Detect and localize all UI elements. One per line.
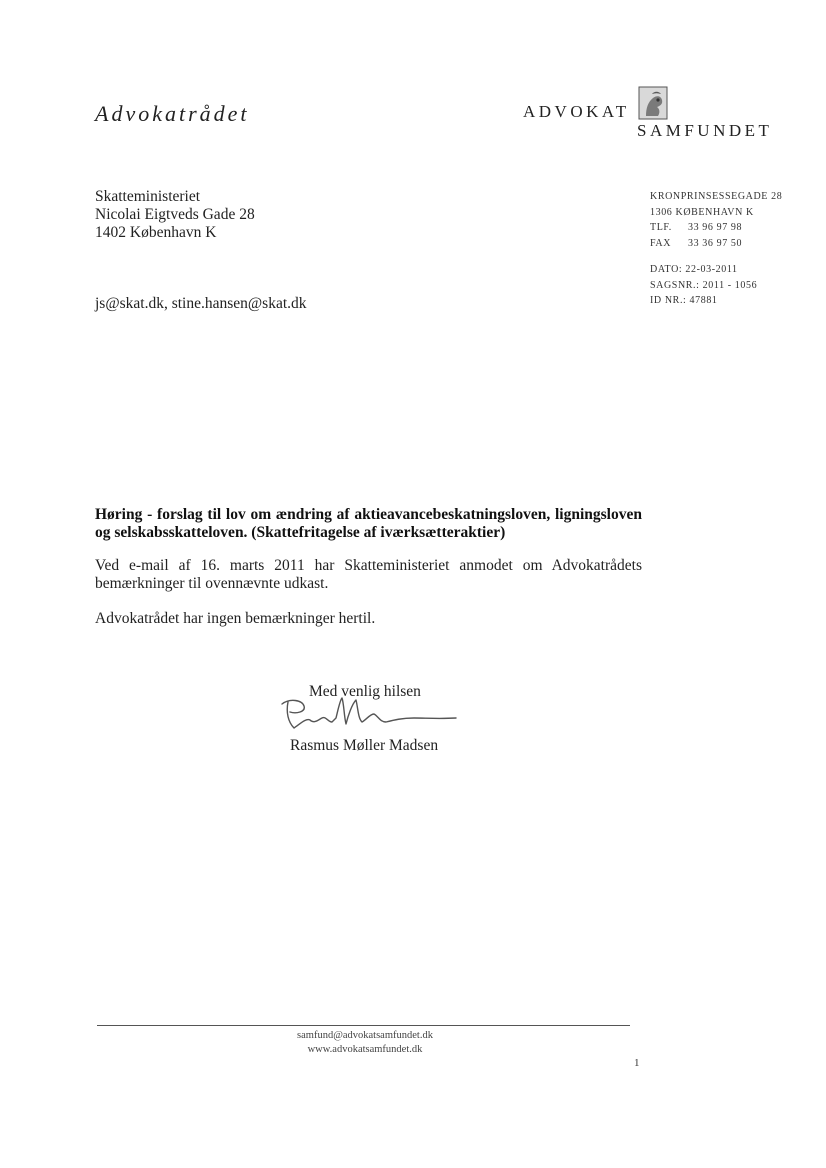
fax-label: FAX (650, 237, 672, 249)
fax-value: 33 36 97 50 (688, 237, 743, 249)
brand-advokatraadet: Advokatrådet (95, 101, 250, 126)
footer-website: www.advokatsamfundet.dk (307, 1044, 423, 1055)
advokatsamfundet-emblem-icon (638, 86, 668, 120)
footer (195, 1029, 535, 1057)
letter-date: DATO: 22-03-2011 (650, 264, 738, 275)
sender-fax (650, 236, 782, 252)
footer-email: samfund@advokatsamfundet.dk (297, 1030, 433, 1041)
phone-label: TLF. (650, 222, 672, 233)
signer-name: Rasmus Møller Madsen (290, 737, 439, 754)
sender-postal: 1306 KØBENHAVN K (650, 206, 754, 218)
sender-details (650, 189, 782, 309)
letter-paragraph-1: Ved e-mail af 16. marts 2011 har Skatteministeriet anmodet om Advokatrådets bemærkninger til ovennævnte udkast. (95, 557, 642, 592)
logo-text-advokat: ADVOKAT (523, 102, 630, 121)
sender-phone (650, 220, 782, 236)
recipient-city: 1402 København K (95, 224, 217, 241)
letter-subject: Høring - forslag til lov om ændring af aktieavancebeskatningsloven, ligningsloven og selskabsskatteloven. (Skattefritagelse af iværksætteraktier) (95, 506, 642, 541)
recipient-street: Nicolai Eigtveds Gade 28 (95, 206, 255, 223)
id-number: ID NR.: 47881 (650, 295, 718, 306)
recipient-name: Skatteministeriet (95, 188, 201, 205)
recipient-emails: js@skat.dk, stine.hansen@skat.dk (95, 295, 307, 312)
logo-text-samfundet: SAMFUNDET (637, 121, 773, 140)
page-number: 1 (634, 1057, 640, 1069)
closing-greeting: Med venlig hilsen (309, 683, 421, 700)
letter-paragraph-2: Advokatrådet har ingen bemærkninger hertil. (95, 610, 376, 627)
footer-divider (97, 1025, 630, 1026)
phone-value: 33 96 97 98 (688, 222, 743, 233)
case-number: SAGSNR.: 2011 - 1056 (650, 279, 758, 291)
recipient-address (95, 188, 255, 242)
sender-street: KRONPRINSESSEGADE 28 (650, 191, 783, 202)
